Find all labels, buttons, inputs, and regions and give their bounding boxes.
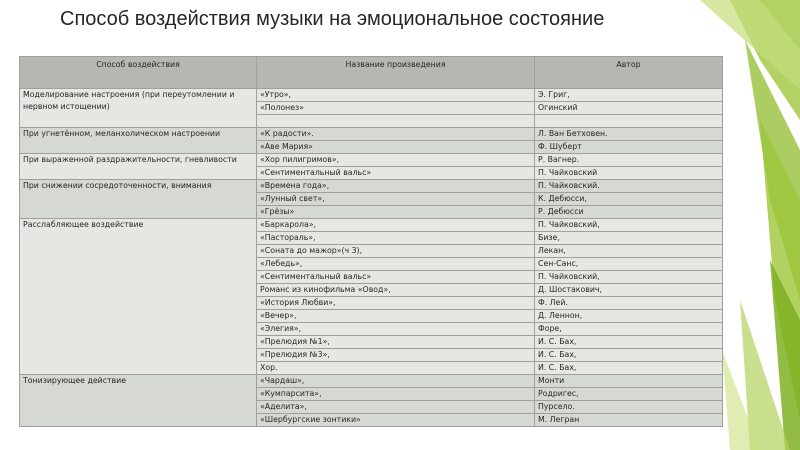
work-cell: «Полонез» xyxy=(257,102,535,115)
author-cell: Бизе, xyxy=(535,232,723,245)
work-cell: «Вечер», xyxy=(257,310,535,323)
work-cell: «Утро», xyxy=(257,89,535,102)
work-cell: «Хор пилигримов», xyxy=(257,154,535,167)
slide-title: Способ воздействия музыки на эмоциональное состояние xyxy=(60,8,605,30)
method-label: Тонизирующее действие xyxy=(23,376,126,385)
author-cell: Ф. Шуберт xyxy=(535,141,723,154)
author-cell: Р. Дебюсси xyxy=(535,206,723,219)
table-row xyxy=(20,128,723,141)
work-cell xyxy=(257,115,535,128)
work-cell: «Элегия», xyxy=(257,323,535,336)
work-cell: Хор. xyxy=(257,362,535,375)
table-body xyxy=(20,89,723,427)
work-cell: «Лебедь», xyxy=(257,258,535,271)
method-label: Расслабляющее воздействие xyxy=(23,220,144,229)
work-cell: «Аве Мария» xyxy=(257,141,535,154)
author-cell: Лекан, xyxy=(535,245,723,258)
work-cell: «Сентиментальный вальс» xyxy=(257,271,535,284)
work-cell: Романс из кинофильма «Овод», xyxy=(257,284,535,297)
work-cell: «Кумпарсита», xyxy=(257,388,535,401)
method-label: При снижении сосредоточенности, внимания xyxy=(23,181,212,190)
author-cell: Р. Вагнер. xyxy=(535,154,723,167)
header-method: Способ воздействия xyxy=(20,57,257,89)
work-cell: «Сентиментальный вальс» xyxy=(257,167,535,180)
author-cell: К. Дебюсси, xyxy=(535,193,723,206)
author-cell: Пурсело. xyxy=(535,401,723,414)
method-label: При угнетённом, меланхолическом настроении xyxy=(23,129,221,138)
method-cell xyxy=(20,219,257,375)
author-cell: М. Легран xyxy=(535,414,723,427)
author-cell: П. Чайковский. xyxy=(535,180,723,193)
method-cell xyxy=(20,89,257,128)
work-cell: «Соната до мажор»(ч 3), xyxy=(257,245,535,258)
music-effect-table xyxy=(19,56,723,427)
header-work: Название произведения xyxy=(257,57,535,89)
work-cell: «К радости». xyxy=(257,128,535,141)
table-row xyxy=(20,154,723,167)
author-cell: Родригес, xyxy=(535,388,723,401)
method-cell xyxy=(20,375,257,427)
work-cell: «Прелюдия №1», xyxy=(257,336,535,349)
author-cell: И. С. Бах, xyxy=(535,336,723,349)
work-cell: «Баркарола», xyxy=(257,219,535,232)
author-cell: Д. Леннон, xyxy=(535,310,723,323)
work-cell: «Лунный свет», xyxy=(257,193,535,206)
method-label: Моделирование настроения (при переутомлении и нервном истощении) xyxy=(23,90,235,111)
table-row xyxy=(20,89,723,102)
author-cell: Ф. Лей. xyxy=(535,297,723,310)
header-author: Автор xyxy=(535,57,723,89)
table-row xyxy=(20,219,723,232)
author-cell: П. Чайковский, xyxy=(535,271,723,284)
author-cell: Д. Шостакович, xyxy=(535,284,723,297)
method-cell xyxy=(20,128,257,154)
work-cell: «Аделита», xyxy=(257,401,535,414)
author-cell: П. Чайковский, xyxy=(535,219,723,232)
method-label: При выраженной раздражительности, гневливости xyxy=(23,155,237,164)
table-row xyxy=(20,180,723,193)
author-cell: Э. Григ, xyxy=(535,89,723,102)
work-cell: «Грёзы» xyxy=(257,206,535,219)
work-cell: «Времена года», xyxy=(257,180,535,193)
author-cell: Сен-Санс, xyxy=(535,258,723,271)
table-row xyxy=(20,375,723,388)
table-header-row xyxy=(20,57,723,89)
author-cell: Монти xyxy=(535,375,723,388)
work-cell: «История Любви», xyxy=(257,297,535,310)
method-cell xyxy=(20,180,257,219)
author-cell xyxy=(535,115,723,128)
work-cell: «Чардаш», xyxy=(257,375,535,388)
author-cell: И. С. Бах, xyxy=(535,362,723,375)
work-cell: «Пастораль», xyxy=(257,232,535,245)
author-cell: И. С. Бах, xyxy=(535,349,723,362)
author-cell: Огинский xyxy=(535,102,723,115)
author-cell: Форе, xyxy=(535,323,723,336)
author-cell: Л. Ван Бетховен. xyxy=(535,128,723,141)
work-cell: «Прелюдия №3», xyxy=(257,349,535,362)
method-cell xyxy=(20,154,257,180)
work-cell: «Шербургские зонтики» xyxy=(257,414,535,427)
author-cell: П. Чайковский xyxy=(535,167,723,180)
